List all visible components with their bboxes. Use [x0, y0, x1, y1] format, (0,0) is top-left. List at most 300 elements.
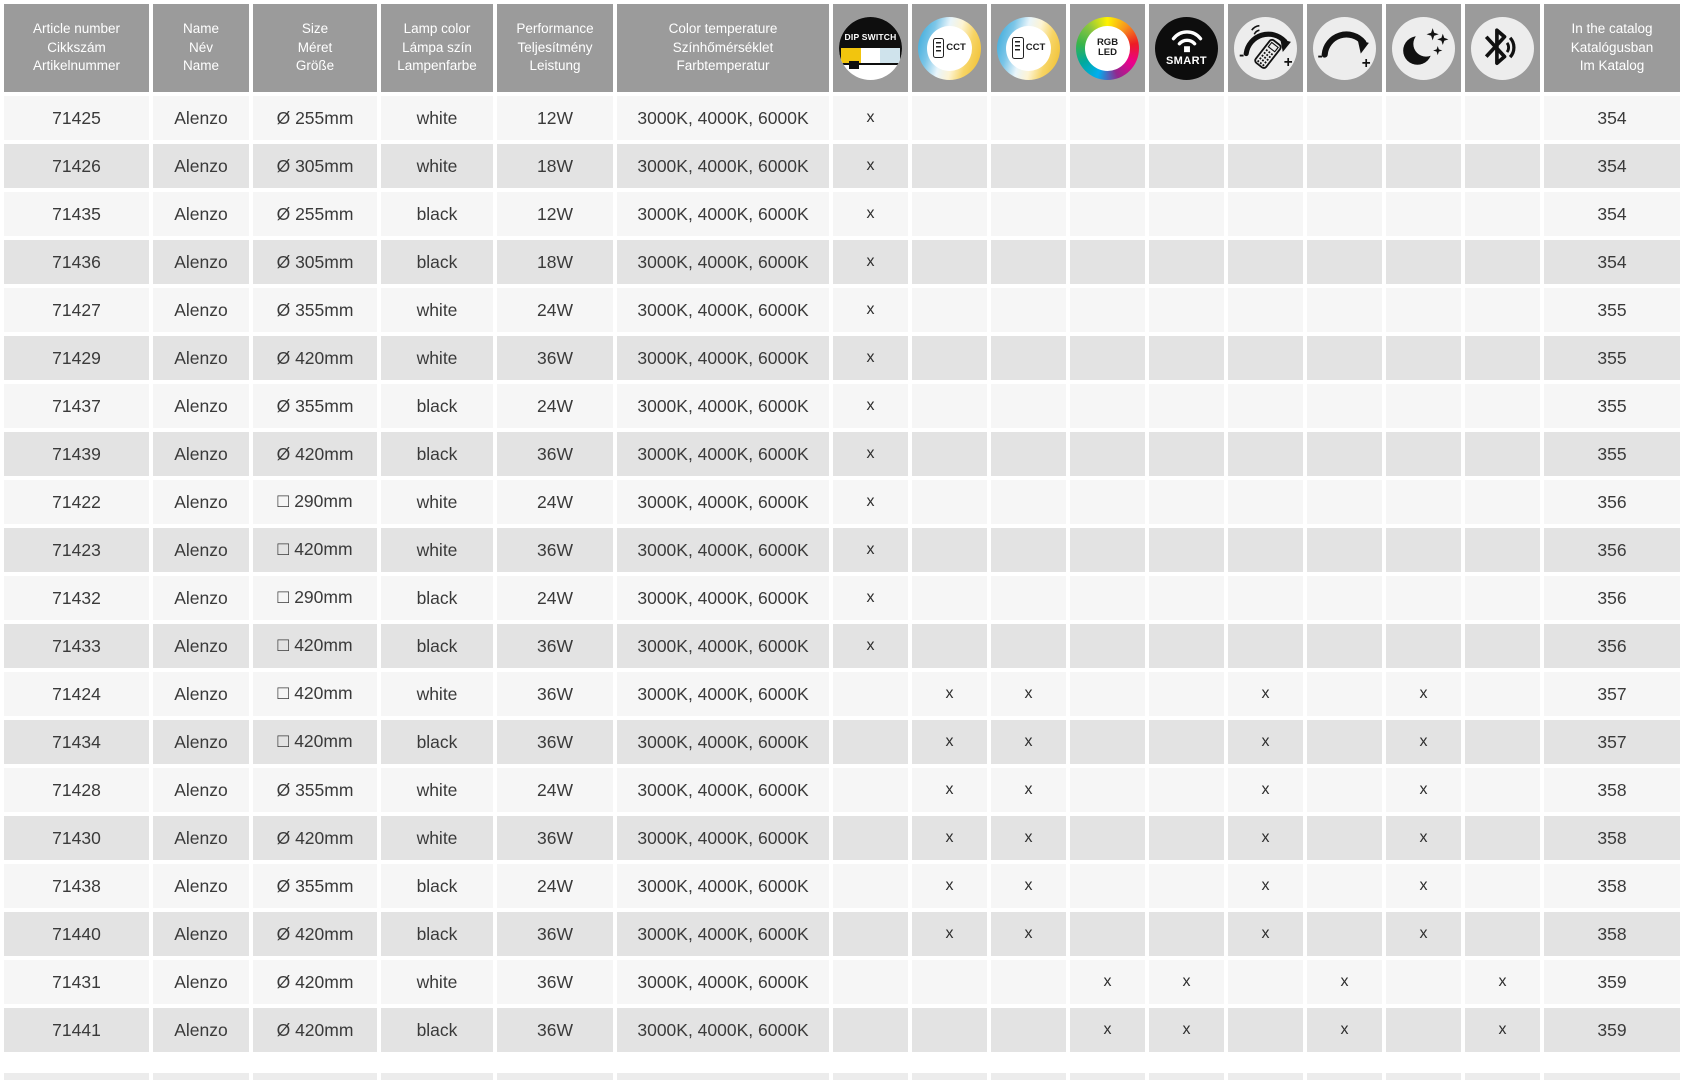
feature-cell-night-mode — [1386, 240, 1461, 284]
remote-dimmer-icon — [1234, 17, 1297, 80]
lamp-color-cell: black — [381, 432, 493, 476]
name-cell: Alenzo — [153, 576, 249, 620]
square-shape-symbol: □ — [277, 635, 295, 656]
feature-cell-cct-remote — [912, 384, 987, 428]
next-row-cell — [1386, 1073, 1461, 1080]
table-header-row — [4, 4, 1680, 92]
feature-cell-dip-switch: x — [833, 96, 908, 140]
table-row — [4, 864, 1680, 908]
header-line: Size — [301, 21, 329, 37]
lamp-color-cell: white — [381, 672, 493, 716]
feature-cell-dimmer — [1307, 288, 1382, 332]
name-cell: Alenzo — [153, 144, 249, 188]
feature-cell-night-mode: x — [1386, 816, 1461, 860]
bluetooth-icon — [1471, 17, 1534, 80]
feature-cell-dimmer — [1307, 912, 1382, 956]
round-shape-symbol: Ø — [276, 1019, 296, 1040]
color-temperature-cell: 3000K, 4000K, 6000K — [617, 288, 829, 332]
header-line: Name — [182, 58, 219, 74]
feature-cell-smart-wifi — [1149, 768, 1224, 812]
table-row — [4, 432, 1680, 476]
performance-cell: 24W — [497, 288, 613, 332]
catalog-page-cell: 358 — [1544, 864, 1680, 908]
lamp-color-cell: white — [381, 144, 493, 188]
feature-cell-rgb-led — [1070, 480, 1145, 524]
feature-cell-night-mode — [1386, 384, 1461, 428]
article-number-cell: 71436 — [4, 240, 149, 284]
feature-cell-dip-switch: x — [833, 288, 908, 332]
feature-cell-remote-dimmer — [1228, 576, 1303, 620]
feature-cell-rgb-led — [1070, 432, 1145, 476]
table-row — [4, 288, 1680, 332]
lamp-color-cell: white — [381, 960, 493, 1004]
feature-cell-remote-dimmer — [1228, 144, 1303, 188]
performance-cell: 36W — [497, 720, 613, 764]
feature-cell-night-mode — [1386, 576, 1461, 620]
feature-cell-night-mode — [1386, 1008, 1461, 1052]
round-shape-symbol: Ø — [276, 923, 296, 944]
feature-cell-night-mode — [1386, 336, 1461, 380]
feature-cell-remote-dimmer: x — [1228, 912, 1303, 956]
feature-cell-remote-dimmer — [1228, 96, 1303, 140]
feature-cell-bluetooth — [1465, 480, 1540, 524]
square-shape-symbol: □ — [277, 683, 295, 704]
header-line: Név — [188, 39, 213, 55]
feature-cell-rgb-led — [1070, 528, 1145, 572]
feature-cell-cct-remote — [912, 192, 987, 236]
performance-cell: 12W — [497, 96, 613, 140]
feature-cell-dimmer — [1307, 528, 1382, 572]
size-cell: □ 420mm — [253, 528, 377, 572]
column-header-remote-dimmer — [1228, 4, 1303, 92]
feature-cell-remote-dimmer: x — [1228, 672, 1303, 716]
name-cell: Alenzo — [153, 720, 249, 764]
feature-cell-night-mode: x — [1386, 864, 1461, 908]
feature-cell-bluetooth — [1465, 720, 1540, 764]
name-cell: Alenzo — [153, 432, 249, 476]
catalog-page-cell: 356 — [1544, 480, 1680, 524]
color-temperature-cell: 3000K, 4000K, 6000K — [617, 144, 829, 188]
color-temperature-cell: 3000K, 4000K, 6000K — [617, 624, 829, 668]
column-header-catalog — [1544, 4, 1680, 92]
size-cell: Ø 420mm — [253, 816, 377, 860]
size-cell: □ 290mm — [253, 480, 377, 524]
article-number-cell: 71425 — [4, 96, 149, 140]
round-shape-symbol: Ø — [276, 395, 296, 416]
feature-cell-smart-wifi — [1149, 96, 1224, 140]
feature-cell-rgb-led — [1070, 144, 1145, 188]
table-row — [4, 144, 1680, 188]
header-line: Article number — [32, 21, 121, 37]
dimmer-icon — [1313, 17, 1376, 80]
feature-cell-dimmer — [1307, 432, 1382, 476]
article-number-cell: 71426 — [4, 144, 149, 188]
feature-cell-rgb-led: x — [1070, 1008, 1145, 1052]
catalog-page-cell: 355 — [1544, 384, 1680, 428]
column-header-dip-switch — [833, 4, 908, 92]
feature-cell-rgb-led — [1070, 288, 1145, 332]
feature-cell-smart-wifi — [1149, 528, 1224, 572]
feature-cell-cct-remote — [912, 96, 987, 140]
lamp-color-cell: black — [381, 192, 493, 236]
feature-cell-cct-remote — [912, 1008, 987, 1052]
feature-cell-night-mode — [1386, 960, 1461, 1004]
article-number-cell: 71433 — [4, 624, 149, 668]
catalog-page-cell: 355 — [1544, 288, 1680, 332]
feature-cell-night-mode: x — [1386, 720, 1461, 764]
feature-cell-dimmer — [1307, 768, 1382, 812]
header-line: Im Katalog — [1579, 58, 1645, 74]
size-cell: Ø 420mm — [253, 432, 377, 476]
lamp-color-cell: black — [381, 720, 493, 764]
color-temperature-cell: 3000K, 4000K, 6000K — [617, 432, 829, 476]
table-row — [4, 528, 1680, 572]
size-cell: Ø 420mm — [253, 336, 377, 380]
svg-text:+: + — [1361, 54, 1371, 72]
table-body — [4, 96, 1680, 1052]
size-cell: □ 420mm — [253, 672, 377, 716]
feature-cell-dip-switch — [833, 1008, 908, 1052]
feature-cell-remote-dimmer — [1228, 336, 1303, 380]
column-header-color-temperature — [617, 4, 829, 92]
feature-cell-night-mode: x — [1386, 768, 1461, 812]
rgb-led-icon — [1076, 17, 1139, 80]
catalog-page-cell: 356 — [1544, 624, 1680, 668]
feature-cell-dip-switch: x — [833, 528, 908, 572]
feature-cell-dimmer — [1307, 96, 1382, 140]
performance-cell: 36W — [497, 1008, 613, 1052]
column-header-name — [153, 4, 249, 92]
next-row-cell — [253, 1073, 377, 1080]
feature-cell-smart-wifi — [1149, 576, 1224, 620]
color-temperature-cell: 3000K, 4000K, 6000K — [617, 720, 829, 764]
feature-cell-bluetooth — [1465, 432, 1540, 476]
color-temperature-cell: 3000K, 4000K, 6000K — [617, 192, 829, 236]
mini-remote-icon — [933, 38, 944, 58]
feature-cell-remote-dimmer: x — [1228, 720, 1303, 764]
name-cell: Alenzo — [153, 768, 249, 812]
round-shape-symbol: Ø — [276, 347, 296, 368]
cct-remote-2-icon — [997, 17, 1060, 80]
article-number-cell: 71441 — [4, 1008, 149, 1052]
name-cell: Alenzo — [153, 240, 249, 284]
lamp-color-cell: white — [381, 336, 493, 380]
round-shape-symbol: Ø — [276, 971, 296, 992]
feature-cell-smart-wifi — [1149, 816, 1224, 860]
feature-cell-bluetooth — [1465, 528, 1540, 572]
article-number-cell: 71438 — [4, 864, 149, 908]
next-row-cell — [381, 1073, 493, 1080]
round-shape-symbol: Ø — [276, 779, 296, 800]
round-shape-symbol: Ø — [276, 827, 296, 848]
feature-cell-bluetooth — [1465, 672, 1540, 716]
name-cell: Alenzo — [153, 672, 249, 716]
feature-cell-dimmer — [1307, 480, 1382, 524]
feature-cell-smart-wifi — [1149, 432, 1224, 476]
feature-cell-dimmer — [1307, 576, 1382, 620]
feature-cell-dip-switch: x — [833, 576, 908, 620]
performance-cell: 24W — [497, 768, 613, 812]
feature-cell-dimmer — [1307, 240, 1382, 284]
feature-cell-smart-wifi — [1149, 144, 1224, 188]
catalog-page-cell: 356 — [1544, 528, 1680, 572]
smart-wifi-icon — [1155, 17, 1218, 80]
article-number-cell: 71427 — [4, 288, 149, 332]
feature-cell-dip-switch: x — [833, 432, 908, 476]
performance-cell: 24W — [497, 480, 613, 524]
feature-cell-cct-remote — [912, 432, 987, 476]
header-line: Performance — [516, 21, 594, 37]
feature-cell-dimmer — [1307, 720, 1382, 764]
performance-cell: 36W — [497, 672, 613, 716]
cct-label: CCT — [946, 42, 966, 54]
feature-cell-dimmer — [1307, 384, 1382, 428]
table-row — [4, 576, 1680, 620]
color-temperature-cell: 3000K, 4000K, 6000K — [617, 912, 829, 956]
feature-cell-remote-dimmer: x — [1228, 768, 1303, 812]
feature-cell-night-mode — [1386, 528, 1461, 572]
feature-cell-dimmer — [1307, 864, 1382, 908]
lamp-color-cell: black — [381, 1008, 493, 1052]
lamp-color-cell: white — [381, 528, 493, 572]
feature-cell-dimmer — [1307, 144, 1382, 188]
column-header-article-number — [4, 4, 149, 92]
feature-cell-bluetooth — [1465, 336, 1540, 380]
performance-cell: 36W — [497, 432, 613, 476]
table-row — [4, 1008, 1680, 1052]
feature-cell-bluetooth — [1465, 912, 1540, 956]
feature-cell-cct-remote-2 — [991, 384, 1066, 428]
name-cell: Alenzo — [153, 816, 249, 860]
feature-cell-cct-remote-2 — [991, 144, 1066, 188]
feature-cell-remote-dimmer — [1228, 624, 1303, 668]
table-row — [4, 336, 1680, 380]
feature-cell-bluetooth — [1465, 144, 1540, 188]
cct-label: CCT — [1025, 42, 1046, 54]
feature-cell-bluetooth — [1465, 768, 1540, 812]
feature-cell-cct-remote — [912, 144, 987, 188]
round-shape-symbol: Ø — [276, 251, 296, 272]
article-number-cell: 71439 — [4, 432, 149, 476]
dip-switch-icon-nub — [849, 61, 859, 69]
color-temperature-cell: 3000K, 4000K, 6000K — [617, 384, 829, 428]
color-temperature-cell: 3000K, 4000K, 6000K — [617, 528, 829, 572]
feature-cell-cct-remote-2 — [991, 624, 1066, 668]
catalog-page-cell: 354 — [1544, 144, 1680, 188]
feature-cell-rgb-led — [1070, 192, 1145, 236]
feature-cell-bluetooth — [1465, 288, 1540, 332]
feature-cell-rgb-led — [1070, 96, 1145, 140]
table-row — [4, 240, 1680, 284]
feature-cell-remote-dimmer: x — [1228, 864, 1303, 908]
article-number-cell: 71424 — [4, 672, 149, 716]
size-cell: Ø 255mm — [253, 96, 377, 140]
catalog-page-cell: 356 — [1544, 576, 1680, 620]
feature-cell-remote-dimmer — [1228, 432, 1303, 476]
catalog-page-cell: 355 — [1544, 336, 1680, 380]
feature-cell-cct-remote — [912, 960, 987, 1004]
feature-cell-rgb-led: x — [1070, 960, 1145, 1004]
next-row-cell — [4, 1073, 149, 1080]
color-temperature-cell: 3000K, 4000K, 6000K — [617, 1008, 829, 1052]
svg-text:-: - — [1317, 47, 1323, 65]
feature-cell-dip-switch: x — [833, 144, 908, 188]
square-shape-symbol: □ — [277, 587, 295, 608]
feature-cell-smart-wifi — [1149, 336, 1224, 380]
feature-cell-dip-switch: x — [833, 240, 908, 284]
header-line: Teljesítmény — [517, 39, 593, 55]
color-temperature-cell: 3000K, 4000K, 6000K — [617, 864, 829, 908]
header-line: Lámpa szín — [402, 39, 472, 55]
feature-cell-bluetooth — [1465, 816, 1540, 860]
feature-cell-smart-wifi — [1149, 240, 1224, 284]
name-cell: Alenzo — [153, 384, 249, 428]
size-cell: Ø 255mm — [253, 192, 377, 236]
table-row — [4, 816, 1680, 860]
performance-cell: 36W — [497, 528, 613, 572]
feature-cell-remote-dimmer — [1228, 288, 1303, 332]
next-row-cell — [1149, 1073, 1224, 1080]
feature-cell-dimmer — [1307, 816, 1382, 860]
catalog-page-cell: 357 — [1544, 720, 1680, 764]
performance-cell: 36W — [497, 912, 613, 956]
feature-cell-cct-remote-2: x — [991, 768, 1066, 812]
feature-cell-cct-remote: x — [912, 672, 987, 716]
table-row — [4, 624, 1680, 668]
header-line: Artikelnummer — [32, 58, 121, 74]
name-cell: Alenzo — [153, 480, 249, 524]
name-cell: Alenzo — [153, 528, 249, 572]
table-row — [4, 384, 1680, 428]
feature-cell-dip-switch: x — [833, 336, 908, 380]
round-shape-symbol: Ø — [276, 875, 296, 896]
next-row-cell — [153, 1073, 249, 1080]
column-header-bluetooth — [1465, 4, 1540, 92]
next-row-cell — [497, 1073, 613, 1080]
color-temperature-cell: 3000K, 4000K, 6000K — [617, 336, 829, 380]
feature-cell-rgb-led — [1070, 864, 1145, 908]
feature-cell-rgb-led — [1070, 336, 1145, 380]
round-shape-symbol: Ø — [276, 299, 296, 320]
header-line: Katalógusban — [1570, 39, 1654, 55]
color-temperature-cell: 3000K, 4000K, 6000K — [617, 480, 829, 524]
feature-cell-bluetooth — [1465, 240, 1540, 284]
column-header-performance — [497, 4, 613, 92]
column-header-cct-remote-2 — [991, 4, 1066, 92]
feature-cell-remote-dimmer: x — [1228, 816, 1303, 860]
feature-cell-night-mode — [1386, 624, 1461, 668]
feature-cell-remote-dimmer — [1228, 384, 1303, 428]
lamp-color-cell: white — [381, 96, 493, 140]
next-row-cell — [1307, 1073, 1382, 1080]
name-cell: Alenzo — [153, 912, 249, 956]
feature-cell-cct-remote-2 — [991, 528, 1066, 572]
feature-cell-dimmer: x — [1307, 960, 1382, 1004]
size-cell: Ø 420mm — [253, 912, 377, 956]
feature-cell-dip-switch: x — [833, 480, 908, 524]
article-number-cell: 71440 — [4, 912, 149, 956]
svg-text:+: + — [1283, 53, 1293, 71]
article-number-cell: 71423 — [4, 528, 149, 572]
feature-cell-bluetooth: x — [1465, 960, 1540, 1004]
column-header-night-mode — [1386, 4, 1461, 92]
table-row — [4, 192, 1680, 236]
name-cell: Alenzo — [153, 624, 249, 668]
feature-cell-cct-remote-2: x — [991, 816, 1066, 860]
name-cell: Alenzo — [153, 96, 249, 140]
size-cell: Ø 355mm — [253, 864, 377, 908]
feature-cell-cct-remote: x — [912, 912, 987, 956]
feature-cell-dip-switch — [833, 960, 908, 1004]
lamp-color-cell: black — [381, 240, 493, 284]
article-number-cell: 71432 — [4, 576, 149, 620]
feature-cell-bluetooth — [1465, 96, 1540, 140]
feature-cell-cct-remote-2 — [991, 96, 1066, 140]
feature-cell-cct-remote-2 — [991, 288, 1066, 332]
table-row — [4, 480, 1680, 524]
feature-cell-cct-remote — [912, 288, 987, 332]
article-number-cell: 71428 — [4, 768, 149, 812]
next-row-cell — [1070, 1073, 1145, 1080]
feature-cell-remote-dimmer — [1228, 192, 1303, 236]
article-number-cell: 71437 — [4, 384, 149, 428]
feature-cell-dimmer: x — [1307, 1008, 1382, 1052]
feature-cell-smart-wifi — [1149, 192, 1224, 236]
feature-cell-cct-remote — [912, 528, 987, 572]
feature-cell-smart-wifi: x — [1149, 1008, 1224, 1052]
catalog-page-cell: 358 — [1544, 912, 1680, 956]
feature-cell-smart-wifi — [1149, 672, 1224, 716]
table-row — [4, 768, 1680, 812]
round-shape-symbol: Ø — [276, 107, 296, 128]
feature-cell-bluetooth: x — [1465, 1008, 1540, 1052]
performance-cell: 18W — [497, 144, 613, 188]
size-cell: □ 420mm — [253, 624, 377, 668]
feature-cell-bluetooth — [1465, 624, 1540, 668]
header-line: Lamp color — [403, 21, 471, 37]
feature-cell-dip-switch: x — [833, 192, 908, 236]
header-line: Farbtemperatur — [676, 58, 770, 74]
column-header-lamp-color — [381, 4, 493, 92]
header-line: In the catalog — [1571, 21, 1653, 37]
night-mode-icon — [1392, 17, 1455, 80]
round-shape-symbol: Ø — [276, 203, 296, 224]
feature-cell-cct-remote: x — [912, 768, 987, 812]
dip-switch-icon-label: DIP SWITCH — [844, 31, 897, 42]
square-shape-symbol: □ — [277, 539, 295, 560]
performance-cell: 24W — [497, 864, 613, 908]
catalog-page-cell: 354 — [1544, 96, 1680, 140]
performance-cell: 24W — [497, 576, 613, 620]
feature-cell-night-mode — [1386, 432, 1461, 476]
feature-cell-rgb-led — [1070, 672, 1145, 716]
catalog-page-cell: 355 — [1544, 432, 1680, 476]
performance-cell: 36W — [497, 624, 613, 668]
name-cell: Alenzo — [153, 960, 249, 1004]
size-cell: Ø 420mm — [253, 960, 377, 1004]
color-temperature-cell: 3000K, 4000K, 6000K — [617, 768, 829, 812]
feature-cell-rgb-led — [1070, 384, 1145, 428]
feature-cell-smart-wifi — [1149, 864, 1224, 908]
rgb-label-line: RGB — [1096, 37, 1119, 49]
feature-cell-dip-switch — [833, 912, 908, 956]
feature-cell-rgb-led — [1070, 816, 1145, 860]
feature-cell-cct-remote-2: x — [991, 912, 1066, 956]
article-number-cell: 71422 — [4, 480, 149, 524]
catalog-page-cell: 354 — [1544, 192, 1680, 236]
next-row-cell — [1544, 1073, 1680, 1080]
performance-cell: 18W — [497, 240, 613, 284]
